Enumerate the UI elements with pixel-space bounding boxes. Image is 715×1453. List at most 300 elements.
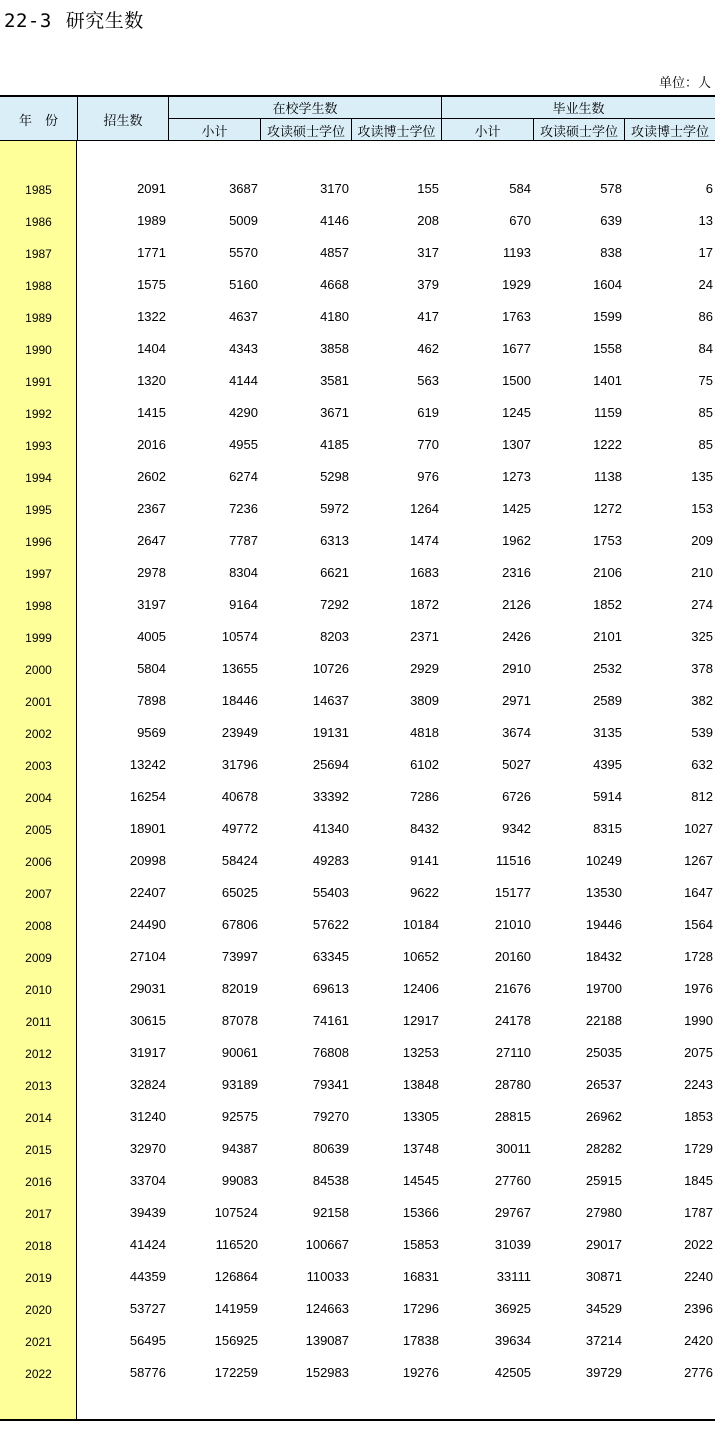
cell-in-subtotal: 18446 <box>221 693 258 708</box>
cell-year: 2000 <box>25 663 52 677</box>
cell-grad-doctor: 2420 <box>684 1333 713 1348</box>
cell-in-doctor: 10652 <box>402 949 439 964</box>
cell-enroll: 2016 <box>137 437 166 452</box>
cell-in-subtotal: 93189 <box>221 1077 258 1092</box>
cell-grad-subtotal: 31039 <box>494 1237 531 1252</box>
cell-grad-doctor: 209 <box>691 533 713 548</box>
cell-in-master: 4180 <box>320 309 349 324</box>
cell-in-doctor: 16831 <box>402 1269 439 1284</box>
cell-enroll: 20998 <box>129 853 166 868</box>
table-header <box>0 95 715 141</box>
cell-grad-doctor: 382 <box>691 693 713 708</box>
cell-enroll: 1415 <box>137 405 166 420</box>
cell-in-master: 80639 <box>312 1141 349 1156</box>
cell-enroll: 1771 <box>137 245 166 260</box>
cell-enroll: 32824 <box>129 1077 166 1092</box>
cell-enroll: 33704 <box>129 1173 166 1188</box>
cell-grad-master: 1599 <box>593 309 622 324</box>
cell-grad-doctor: 1976 <box>684 981 713 996</box>
cell-grad-master: 1753 <box>593 533 622 548</box>
table-row <box>0 1041 715 1073</box>
cell-in-master: 124663 <box>305 1301 349 1316</box>
cell-grad-doctor: 1853 <box>684 1109 713 1124</box>
cell-in-subtotal: 6274 <box>229 469 258 484</box>
cell-in-doctor: 14545 <box>402 1173 439 1188</box>
cell-in-master: 92158 <box>312 1205 349 1220</box>
cell-grad-doctor: 1787 <box>684 1205 713 1220</box>
table-body <box>0 177 715 1393</box>
unit-label: 单位：人 <box>658 76 711 91</box>
table-row <box>0 369 715 401</box>
cell-grad-doctor: 75 <box>698 373 713 388</box>
cell-in-master: 8203 <box>320 629 349 644</box>
cell-grad-subtotal: 21676 <box>494 981 531 996</box>
cell-in-doctor: 13848 <box>402 1077 439 1092</box>
table-row <box>0 1265 715 1297</box>
cell-grad-master: 8315 <box>593 821 622 836</box>
header-in-subtotal: 小计 <box>201 124 228 140</box>
cell-grad-doctor: 1729 <box>684 1141 713 1156</box>
cell-enroll: 2091 <box>137 181 166 196</box>
table-row <box>0 1201 715 1233</box>
cell-in-subtotal: 7787 <box>229 533 258 548</box>
cell-in-subtotal: 141959 <box>214 1301 258 1316</box>
cell-grad-doctor: 210 <box>691 565 713 580</box>
header-in-doctor: 攻读博士学位 <box>357 124 436 140</box>
cell-grad-doctor: 135 <box>691 469 713 484</box>
cell-in-subtotal: 172259 <box>214 1365 258 1380</box>
cell-year: 2009 <box>25 951 52 965</box>
cell-year: 2020 <box>25 1303 52 1317</box>
cell-grad-master: 28282 <box>585 1141 622 1156</box>
cell-enroll: 2978 <box>137 565 166 580</box>
cell-grad-doctor: 274 <box>691 597 713 612</box>
cell-in-subtotal: 65025 <box>221 885 258 900</box>
table-row <box>0 401 715 433</box>
cell-year: 1992 <box>25 407 52 421</box>
cell-enroll: 1320 <box>137 373 166 388</box>
cell-in-subtotal: 92575 <box>221 1109 258 1124</box>
cell-year: 2004 <box>25 791 52 805</box>
cell-in-master: 4668 <box>320 277 349 292</box>
cell-enroll: 30615 <box>129 1013 166 1028</box>
cell-grad-subtotal: 1500 <box>502 373 531 388</box>
cell-enroll: 18901 <box>129 821 166 836</box>
cell-year: 2006 <box>25 855 52 869</box>
cell-grad-doctor: 632 <box>691 757 713 772</box>
cell-in-doctor: 10184 <box>402 917 439 932</box>
cell-in-doctor: 19276 <box>402 1365 439 1380</box>
table-row <box>0 1297 715 1329</box>
cell-grad-subtotal: 11516 <box>495 853 531 868</box>
cell-grad-subtotal: 6726 <box>502 789 531 804</box>
table-row <box>0 561 715 593</box>
table-row <box>0 273 715 305</box>
cell-grad-doctor: 85 <box>698 437 713 452</box>
cell-grad-master: 18432 <box>585 949 622 964</box>
cell-grad-master: 13530 <box>585 885 622 900</box>
cell-grad-subtotal: 2316 <box>502 565 531 580</box>
cell-in-master: 4146 <box>320 213 349 228</box>
cell-grad-master: 37214 <box>585 1333 622 1348</box>
cell-in-subtotal: 8304 <box>229 565 258 580</box>
cell-grad-subtotal: 1193 <box>503 245 531 260</box>
cell-in-doctor: 379 <box>417 277 439 292</box>
table-row <box>0 1361 715 1393</box>
cell-in-master: 79270 <box>312 1109 349 1124</box>
table-row <box>0 1137 715 1169</box>
cell-in-doctor: 976 <box>417 469 439 484</box>
cell-grad-doctor: 84 <box>698 341 713 356</box>
cell-in-master: 152983 <box>305 1365 349 1380</box>
cell-in-subtotal: 73997 <box>221 949 258 964</box>
cell-grad-subtotal: 27110 <box>495 1045 531 1060</box>
cell-year: 2016 <box>25 1175 52 1189</box>
cell-year: 1985 <box>25 183 52 197</box>
cell-grad-master: 1852 <box>593 597 622 612</box>
cell-enroll: 31240 <box>129 1109 166 1124</box>
cell-grad-doctor: 1564 <box>684 917 713 932</box>
table-row <box>0 1073 715 1105</box>
cell-in-doctor: 155 <box>417 181 439 196</box>
cell-grad-doctor: 2022 <box>684 1237 713 1252</box>
cell-in-master: 4185 <box>320 437 349 452</box>
cell-in-master: 63345 <box>312 949 349 964</box>
cell-enroll: 44359 <box>129 1269 166 1284</box>
cell-enroll: 27104 <box>129 949 166 964</box>
cell-grad-master: 1222 <box>593 437 622 452</box>
cell-enroll: 32970 <box>129 1141 166 1156</box>
cell-year: 2018 <box>25 1239 52 1253</box>
cell-in-doctor: 619 <box>417 405 439 420</box>
cell-grad-master: 838 <box>600 245 622 260</box>
cell-in-subtotal: 5570 <box>229 245 258 260</box>
table-row <box>0 1009 715 1041</box>
cell-grad-subtotal: 24178 <box>494 1013 531 1028</box>
cell-in-doctor: 1683 <box>410 565 439 580</box>
cell-grad-master: 30871 <box>585 1269 622 1284</box>
cell-in-master: 3581 <box>320 373 349 388</box>
cell-year: 2014 <box>25 1111 52 1125</box>
cell-in-doctor: 2371 <box>410 629 439 644</box>
cell-grad-master: 2101 <box>593 629 622 644</box>
cell-grad-subtotal: 2910 <box>502 661 531 676</box>
header-in-master: 攻读硕士学位 <box>266 124 345 140</box>
cell-year: 1993 <box>25 439 52 453</box>
cell-grad-doctor: 1845 <box>684 1173 713 1188</box>
table-row <box>0 977 715 1009</box>
cell-grad-subtotal: 28815 <box>494 1109 531 1124</box>
table-row <box>0 1169 715 1201</box>
cell-in-master: 3858 <box>320 341 349 356</box>
cell-enroll: 1575 <box>137 277 166 292</box>
cell-in-doctor: 3809 <box>410 693 439 708</box>
cell-grad-subtotal: 1425 <box>502 501 531 516</box>
cell-in-doctor: 770 <box>417 437 439 452</box>
cell-enroll: 56495 <box>129 1333 166 1348</box>
cell-enroll: 3197 <box>137 597 166 612</box>
cell-grad-subtotal: 1307 <box>502 437 531 452</box>
cell-grad-master: 2106 <box>593 565 622 580</box>
header-grad-subtotal: 小计 <box>474 124 501 140</box>
cell-grad-doctor: 1728 <box>684 949 713 964</box>
table-row <box>0 1329 715 1361</box>
cell-in-subtotal: 58424 <box>221 853 258 868</box>
cell-year: 1988 <box>25 279 52 293</box>
cell-grad-subtotal: 1962 <box>502 533 531 548</box>
cell-grad-subtotal: 33111 <box>496 1269 531 1284</box>
cell-grad-subtotal: 3674 <box>502 725 531 740</box>
cell-grad-subtotal: 21010 <box>494 917 531 932</box>
cell-grad-subtotal: 15177 <box>494 885 531 900</box>
cell-in-doctor: 13748 <box>402 1141 439 1156</box>
cell-grad-subtotal: 1929 <box>502 277 531 292</box>
cell-grad-master: 26962 <box>585 1109 622 1124</box>
cell-year: 2007 <box>25 887 52 901</box>
cell-in-master: 74161 <box>312 1013 349 1028</box>
cell-enroll: 1322 <box>137 309 166 324</box>
cell-in-subtotal: 9164 <box>229 597 258 612</box>
cell-year: 2001 <box>25 695 52 709</box>
cell-enroll: 4005 <box>137 629 166 644</box>
table-row <box>0 177 715 209</box>
table-title: 研究生数 <box>65 10 144 32</box>
cell-in-doctor: 12406 <box>402 981 439 996</box>
cell-enroll: 2602 <box>137 469 166 484</box>
table-row <box>0 657 715 689</box>
cell-year: 2003 <box>25 759 52 773</box>
cell-grad-doctor: 2776 <box>684 1365 713 1380</box>
cell-in-doctor: 417 <box>417 309 439 324</box>
cell-year: 1990 <box>25 343 52 357</box>
cell-in-subtotal: 90061 <box>221 1045 258 1060</box>
cell-grad-subtotal: 1677 <box>502 341 531 356</box>
cell-in-master: 6621 <box>320 565 349 580</box>
cell-year: 2008 <box>25 919 52 933</box>
cell-grad-master: 1558 <box>593 341 622 356</box>
cell-grad-subtotal: 1273 <box>502 469 531 484</box>
cell-in-doctor: 1474 <box>410 533 439 548</box>
cell-in-master: 4857 <box>320 245 349 260</box>
cell-grad-master: 29017 <box>585 1237 622 1252</box>
cell-enroll: 29031 <box>129 981 166 996</box>
cell-in-master: 33392 <box>312 789 349 804</box>
cell-in-master: 5972 <box>320 501 349 516</box>
cell-enroll: 1989 <box>137 213 166 228</box>
table-row <box>0 721 715 753</box>
cell-in-subtotal: 4144 <box>229 373 258 388</box>
cell-in-doctor: 17296 <box>402 1301 439 1316</box>
cell-grad-subtotal: 27760 <box>494 1173 531 1188</box>
cell-grad-doctor: 2396 <box>684 1301 713 1316</box>
cell-grad-master: 639 <box>600 213 622 228</box>
cell-grad-doctor: 1027 <box>684 821 713 836</box>
cell-in-master: 76808 <box>312 1045 349 1060</box>
cell-grad-subtotal: 584 <box>509 181 531 196</box>
cell-grad-master: 2589 <box>593 693 622 708</box>
cell-year: 2013 <box>25 1079 52 1093</box>
cell-in-subtotal: 40678 <box>221 789 258 804</box>
cell-grad-doctor: 378 <box>691 661 713 676</box>
cell-in-master: 139087 <box>305 1333 349 1348</box>
cell-grad-subtotal: 42505 <box>494 1365 531 1380</box>
cell-in-doctor: 6102 <box>410 757 439 772</box>
cell-grad-doctor: 13 <box>698 213 713 228</box>
table-row <box>0 817 715 849</box>
cell-in-subtotal: 10574 <box>221 629 258 644</box>
table-row <box>0 465 715 497</box>
cell-in-subtotal: 156925 <box>214 1333 258 1348</box>
table-row <box>0 945 715 977</box>
cell-in-doctor: 9141 <box>410 853 439 868</box>
cell-in-doctor: 1264 <box>410 501 439 516</box>
cell-enroll: 58776 <box>129 1365 166 1380</box>
cell-in-subtotal: 31796 <box>221 757 258 772</box>
cell-grad-master: 1159 <box>594 405 622 420</box>
cell-in-doctor: 1872 <box>410 597 439 612</box>
cell-enroll: 2647 <box>137 533 166 548</box>
cell-enroll: 39439 <box>129 1205 166 1220</box>
cell-year: 1996 <box>25 535 52 549</box>
cell-in-subtotal: 126864 <box>214 1269 258 1284</box>
cell-grad-doctor: 1647 <box>684 885 713 900</box>
cell-grad-master: 27980 <box>585 1205 622 1220</box>
cell-year: 2010 <box>25 983 52 997</box>
cell-in-subtotal: 7236 <box>229 501 258 516</box>
table-row <box>0 753 715 785</box>
cell-grad-master: 4395 <box>593 757 622 772</box>
cell-in-master: 6313 <box>320 533 349 548</box>
cell-in-subtotal: 82019 <box>221 981 258 996</box>
table-row <box>0 593 715 625</box>
cell-year: 2011 <box>25 1015 52 1029</box>
cell-in-doctor: 13305 <box>402 1109 439 1124</box>
cell-grad-master: 25915 <box>585 1173 622 1188</box>
cell-enroll: 13242 <box>129 757 166 772</box>
cell-grad-master: 1138 <box>594 469 622 484</box>
cell-enroll: 2367 <box>137 501 166 516</box>
cell-grad-doctor: 1267 <box>684 853 713 868</box>
cell-grad-master: 22188 <box>585 1013 622 1028</box>
table-bottom-border <box>0 1419 715 1421</box>
cell-grad-doctor: 2243 <box>684 1077 713 1092</box>
cell-grad-doctor: 1990 <box>684 1013 713 1028</box>
page-title <box>4 6 144 33</box>
cell-grad-subtotal: 9342 <box>502 821 531 836</box>
cell-grad-subtotal: 670 <box>509 213 531 228</box>
cell-in-master: 3170 <box>320 181 349 196</box>
cell-in-subtotal: 13655 <box>221 661 258 676</box>
cell-enroll: 16254 <box>129 789 166 804</box>
cell-grad-subtotal: 28780 <box>494 1077 531 1092</box>
cell-grad-doctor: 2240 <box>684 1269 713 1284</box>
cell-in-master: 10726 <box>312 661 349 676</box>
cell-in-doctor: 12917 <box>402 1013 439 1028</box>
cell-enroll: 7898 <box>137 693 166 708</box>
cell-grad-master: 34529 <box>585 1301 622 1316</box>
cell-grad-master: 19446 <box>585 917 622 932</box>
cell-grad-subtotal: 5027 <box>502 757 531 772</box>
cell-in-subtotal: 4955 <box>229 437 258 452</box>
cell-grad-subtotal: 30011 <box>495 1141 531 1156</box>
cell-in-master: 14637 <box>312 693 349 708</box>
cell-in-master: 49283 <box>312 853 349 868</box>
cell-in-master: 3671 <box>320 405 349 420</box>
cell-in-master: 5298 <box>320 469 349 484</box>
cell-grad-master: 10249 <box>585 853 622 868</box>
cell-grad-subtotal: 1763 <box>502 309 531 324</box>
cell-in-master: 84538 <box>312 1173 349 1188</box>
cell-in-doctor: 462 <box>417 341 439 356</box>
table-row <box>0 913 715 945</box>
cell-year: 1989 <box>25 311 52 325</box>
cell-grad-doctor: 812 <box>691 789 713 804</box>
cell-year: 1998 <box>25 599 52 613</box>
cell-grad-doctor: 153 <box>691 501 713 516</box>
cell-enroll: 22407 <box>129 885 166 900</box>
cell-grad-master: 2532 <box>593 661 622 676</box>
cell-grad-subtotal: 29767 <box>494 1205 531 1220</box>
cell-year: 1991 <box>25 375 52 389</box>
table-row <box>0 497 715 529</box>
cell-year: 1995 <box>25 503 52 517</box>
cell-in-subtotal: 5009 <box>229 213 258 228</box>
cell-grad-doctor: 17 <box>698 245 713 260</box>
cell-in-doctor: 563 <box>417 373 439 388</box>
cell-year: 2012 <box>25 1047 52 1061</box>
table-row <box>0 849 715 881</box>
header-enroll: 招生数 <box>103 113 143 129</box>
cell-in-subtotal: 23949 <box>221 725 258 740</box>
cell-in-subtotal: 94387 <box>221 1141 258 1156</box>
cell-grad-subtotal: 36925 <box>494 1301 531 1316</box>
cell-grad-subtotal: 2426 <box>502 629 531 644</box>
cell-enroll: 31917 <box>129 1045 166 1060</box>
cell-enroll: 1404 <box>137 341 166 356</box>
header-in-school: 在校学生数 <box>272 102 338 117</box>
cell-enroll: 53727 <box>129 1301 166 1316</box>
table-row <box>0 1105 715 1137</box>
cell-year: 2019 <box>25 1271 52 1285</box>
cell-in-master: 69613 <box>312 981 349 996</box>
table-row <box>0 209 715 241</box>
header-grad-doctor: 攻读博士学位 <box>630 124 709 140</box>
cell-year: 2015 <box>25 1143 52 1157</box>
header-grad-master: 攻读硕士学位 <box>539 124 618 140</box>
cell-grad-subtotal: 2126 <box>502 597 531 612</box>
cell-grad-master: 1272 <box>593 501 622 516</box>
cell-in-subtotal: 116520 <box>215 1237 258 1252</box>
cell-grad-master: 25035 <box>585 1045 622 1060</box>
cell-enroll: 24490 <box>129 917 166 932</box>
header-year: 年 份 <box>18 113 58 129</box>
cell-in-doctor: 7286 <box>410 789 439 804</box>
table-row <box>0 785 715 817</box>
table-row <box>0 305 715 337</box>
cell-grad-subtotal: 2971 <box>502 693 531 708</box>
cell-in-subtotal: 87078 <box>221 1013 258 1028</box>
cell-year: 2017 <box>25 1207 52 1221</box>
cell-in-master: 57622 <box>312 917 349 932</box>
cell-grad-doctor: 24 <box>698 277 713 292</box>
cell-in-doctor: 2929 <box>410 661 439 676</box>
cell-year: 2005 <box>25 823 52 837</box>
cell-in-subtotal: 49772 <box>221 821 258 836</box>
header-graduates: 毕业生数 <box>552 102 605 117</box>
cell-enroll: 41424 <box>129 1237 166 1252</box>
cell-grad-master: 26537 <box>585 1077 622 1092</box>
table-row <box>0 881 715 913</box>
